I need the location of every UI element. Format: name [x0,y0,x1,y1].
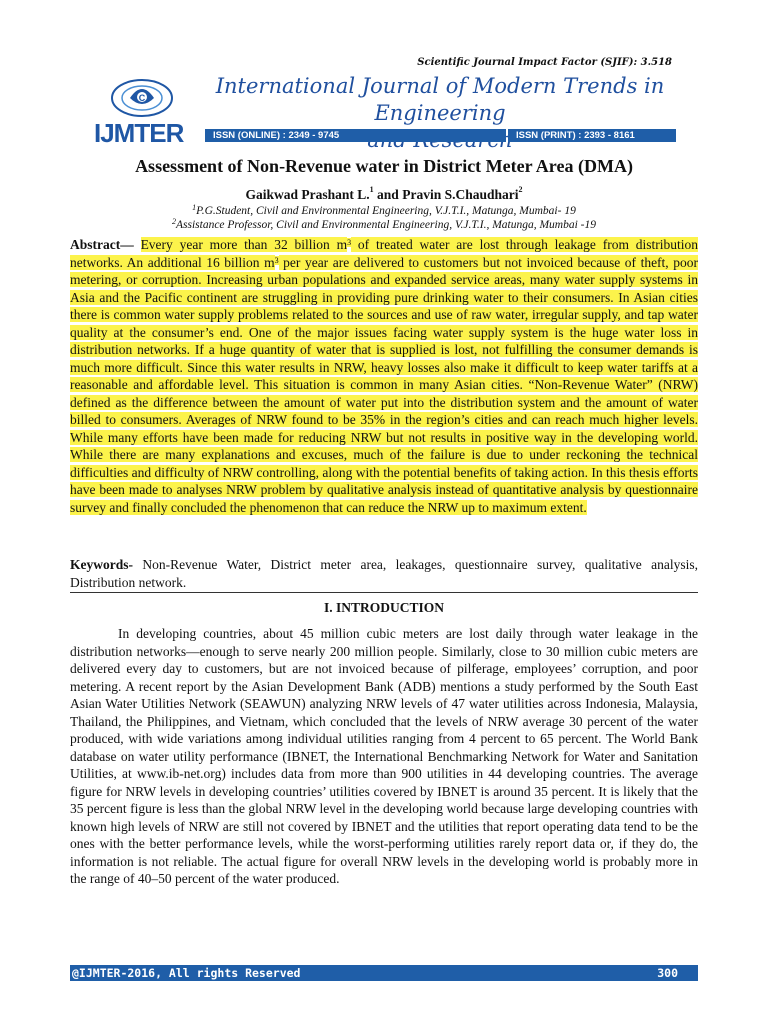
abstract-text-b: of treated water are lost through leakage from distribution networks. An additional 16 billion m [70,237,699,270]
author-2-sup: 2 [518,185,523,194]
introduction-paragraph: In developing countries, about 45 million cubic meters are lost daily through water leakage in the distribution networks—enough to serve nearly 200 million people. Similarly, close to 30 million cubic meters are delivered every day to customers, but are not invoiced because of pilferage, employees’ corruption, and poor metering. A recent report by the Asian Development Bank (ADB) mentions a study performed by the South East Asian Water Utilities Network (SEAWUN) analyzing NRW levels of 47 water utilities across Indonesia, Malaysia, Thailand, the Philippines, and Vietnam, which concluded that the levels of NRW average 30 percent of the water produced, with wide variations among individual utilities ranging from 4 percent to 65 percent. The World Bank database on water utility performance (IBNET, the International Benchmarking Network for Water and Sanitation Utilities, at www.ib-net.org) includes data from more than 900 utilities in 44 developing countries. The average figure for NRW levels in developing countries’ utilities covered by IBNET is around 35 percent. It is likely that the 35 percent figure is less than the global NRW level in the developing world because large developing countries with known high levels of NRW are still not covered by IBNET and the utilities that report operating data tend to be the ones with the better performance levels, while the worst-performing utilities rarely report data or, if they do, the information is not reliable. The actual figure for overall NRW levels in the developing world is probably more in the range of 40–50 percent of the water produced. [70,626,698,886]
keywords-text: Non-Revenue Water, District meter area, leakages, questionnaire survey, qualitative analysis, Distribution network. [70,557,698,590]
page-number: 300 [657,966,678,980]
abstract-text-c: per year are delivered to customers but not invoiced because of theft, poor metering, or corruption. Increasing urban populations and expanded service areas, many water supply systems in Asia and the Pacific continent are struggling in providing pure drinking water to their consumers. In Asian cities there is common water supply problems related to the sources and use of raw water, irregular supply, and tap water quality at the consumer’s end. One of the major issues facing water supply system is the huge water loss in distribution networks. If a huge quantity of water that is supplied is lost, not fulfilling the consumer demands is much more difficult. Since this water results in NRW, heavy losses also make it difficult to keep water tariffs at a reasonable and affordable level. This situation is common in many Asian cities. “Non-Revenue Water” (NRW) defined as the difference between the amount of water put into the distribution system and the amount of water billed to consumers. Averages of NRW found to be 35% in the region’s cities and can reach much higher levels. While many efforts have been made for reducing NRW but not results in positive way in the developing world. While there are many explanations and excuses, much of the failure is due to under reckoning the technical difficulties and difficulty of NRW controlling, along with the potential benefits of taking action. In this thesis efforts have been made to analyses NRW problem by qualitative analysis instead of quantitative analysis by questionnaire survey and finally concluded the phenomenon that can reduce the NRW up to maximum extent. [70,254,698,515]
affiliation-1-text: P.G.Student, Civil and Environmental Engineering, V.J.T.I., Matunga, Mumbai- 19 [196,205,576,217]
abstract-sup-a: 3 [347,238,352,247]
author-line [70,187,698,203]
section-heading-introduction: I. INTRODUCTION [323,600,445,615]
abstract-label: Abstract— [70,237,134,252]
author-and: and [373,187,403,202]
abstract-text-a: Every year more than 32 billion m [140,237,348,252]
author-1: Gaikwad Prashant L. [245,187,370,202]
affiliation-1 [70,205,698,217]
affiliation-2-text: Assistance Professor, Civil and Environmental Engineering, V.J.T.I., Matunga, Mumbai -19 [175,219,597,231]
abstract [70,236,698,516]
footer-bar [70,965,698,981]
affiliation-2-sup: 2 [171,217,176,226]
issn-print-badge: ISSN (PRINT) : 2393 - 8161 [508,129,676,142]
author-2: Pravin S.Chaudhari [402,187,519,202]
abstract-sup-b: 3 [274,255,279,265]
footer-copyright: @IJMTER-2016, All rights Reserved [72,966,301,980]
journal-title-line1: International Journal of Modern Trends in Engineering [215,74,665,125]
keywords-label: Keywords- [70,557,133,572]
affiliation-1-sup: 1 [192,203,197,212]
svg-text:C: C [138,93,146,103]
keywords [70,556,698,591]
logo-text: IJMTER [94,118,184,148]
author-1-sup: 1 [369,185,374,194]
issn-online-badge: ISSN (ONLINE) : 2349 - 9745 [205,129,506,142]
impact-factor: Scientific Journal Impact Factor (SJIF): 3.518 [417,57,672,68]
section-divider [70,592,698,593]
affiliation-2 [70,219,698,231]
paper-title: Assessment of Non-Revenue water in District Meter Area (DMA) [135,156,633,176]
